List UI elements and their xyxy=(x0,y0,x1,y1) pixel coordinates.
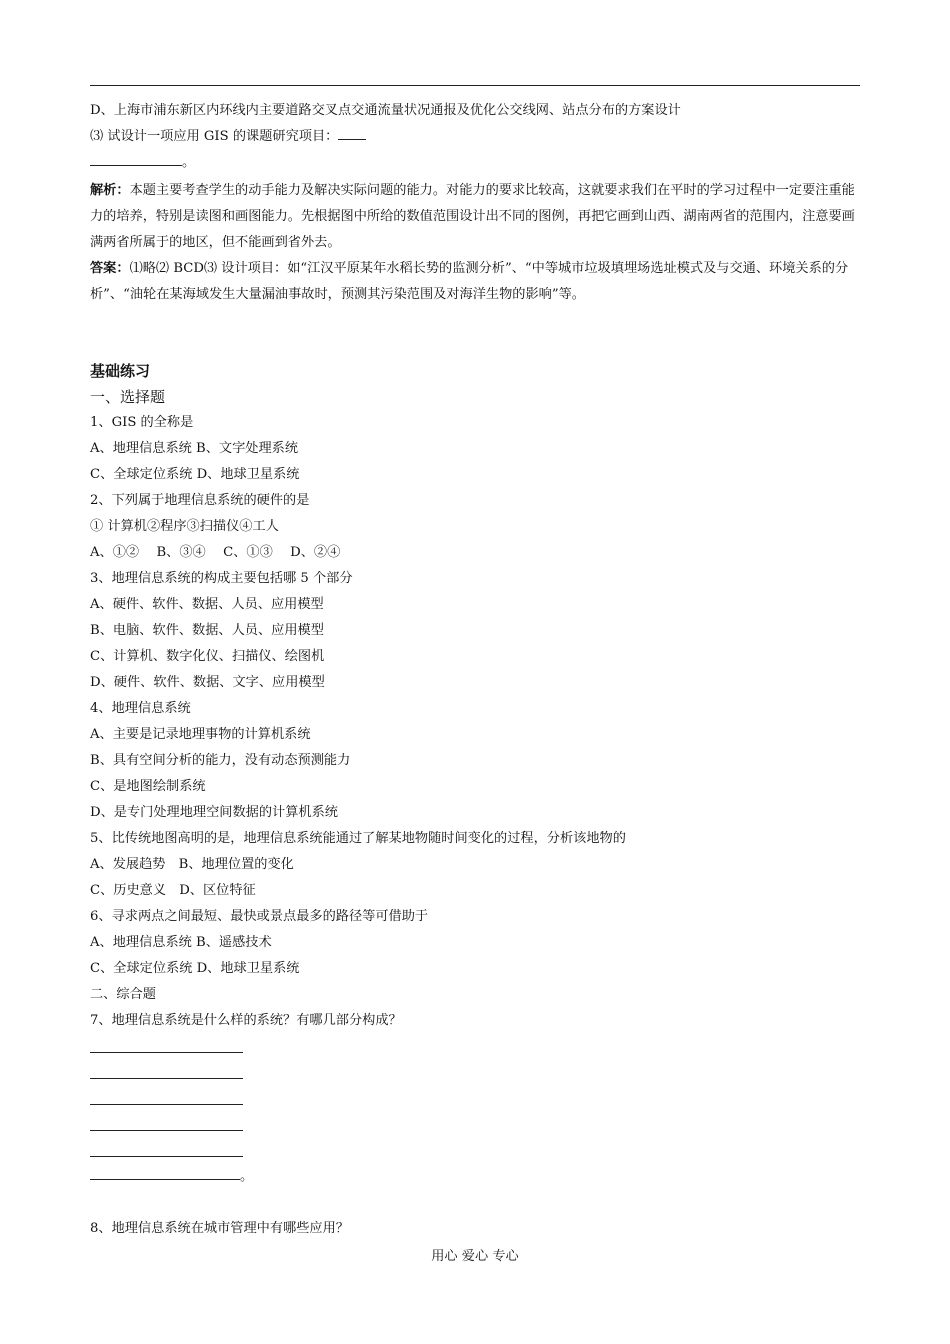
list-item: B、具有空间分析的能力，没有动态预测能力 xyxy=(90,753,351,768)
list-item: ① 计算机②程序③扫描仪④工人 xyxy=(90,519,279,534)
practice-section xyxy=(90,358,862,1242)
list-item: 1、GIS 的全称是 xyxy=(90,415,194,430)
answer-blank xyxy=(338,127,366,140)
answer-line xyxy=(90,1034,243,1060)
answer-line xyxy=(90,1086,243,1112)
list-item: D、是专门处理地理空间数据的计算机系统 xyxy=(90,805,338,820)
list-item: A、发展趋势 B、地理位置的变化 xyxy=(90,857,294,872)
list-item: D、硬件、软件、数据、文字、应用模型 xyxy=(90,675,325,690)
list-item: C、全球定位系统 D、地球卫星系统 xyxy=(90,961,300,976)
section-choice-title: 一、选择题 xyxy=(90,388,166,406)
analysis-label: 解析： xyxy=(90,183,130,198)
question-3-end: 。 xyxy=(182,155,196,170)
list-item: C、计算机、数字化仪、扫描仪、绘图机 xyxy=(90,649,325,664)
answer-paragraph xyxy=(90,256,862,308)
question-3 xyxy=(90,124,862,150)
list-item: A、①② B、③④ C、①③ D、②④ xyxy=(90,545,341,560)
analysis-text: 本题主要考查学生的动手能力及解决实际问题的能力。对能力的要求比较高，这就要求我们在平时的学习过程中一定要注重能力的培养，特别是读图和画图能力。先根据图中所给的数值范围设计出不同的图例，再把它画到山西、湖南两省的范围内，注意要画满两省所属于的地区，但不能画到省外去。 xyxy=(90,183,855,250)
list-item: C、历史意义 D、区位特征 xyxy=(90,883,256,898)
answer-blank-long xyxy=(90,153,182,166)
question-8: 8、地理信息系统在城市管理中有哪些应用？ xyxy=(90,1221,349,1236)
question-7-end: 。 xyxy=(240,1169,254,1184)
answer-text: ⑴略⑵ BCD⑶ 设计项目：如“江汉平原某年水稻长势的监测分析”、“中等城市垃圾填埋场选址模式及与交通、环境关系的分析”、“油轮在某海域发生大量漏油事故时，预测其污染范围及对海洋生物的影响”等。 xyxy=(90,261,849,302)
answer-blank-last xyxy=(90,1165,240,1180)
list-item: B、电脑、软件、数据、人员、应用模型 xyxy=(90,623,324,638)
list-item: A、地理信息系统 B、文字处理系统 xyxy=(90,441,299,456)
answer-line xyxy=(90,1138,243,1164)
analysis-paragraph xyxy=(90,178,862,256)
page-footer: 用心 爱心 专心 xyxy=(431,1249,519,1264)
list-item: A、硬件、软件、数据、人员、应用模型 xyxy=(90,597,324,612)
list-item: 2、下列属于地理信息系统的硬件的是 xyxy=(90,493,310,508)
top-section xyxy=(90,98,862,308)
list-item: 3、地理信息系统的构成主要包括哪 5 个部分 xyxy=(90,571,353,586)
option-d: D、上海市浦东新区内环线内主要道路交叉点交通流量状况通报及优化公交线网、站点分布的方案设计 xyxy=(90,103,681,118)
list-item: 6、寻求两点之间最短、最快或景点最多的路径等可借助于 xyxy=(90,909,429,924)
answer-line xyxy=(90,1112,243,1138)
answer-line-last xyxy=(90,1164,862,1190)
question-7: 7、地理信息系统是什么样的系统？有哪几部分构成？ xyxy=(90,1013,402,1028)
list-item: 5、比传统地图高明的是，地理信息系统能通过了解某地物随时间变化的过程，分析该地物的 xyxy=(90,831,626,846)
list-item: 4、地理信息系统 xyxy=(90,701,191,716)
answer-label: 答案： xyxy=(90,261,130,276)
question-3-continuation xyxy=(90,150,862,176)
header-rule xyxy=(90,85,860,86)
list-item: C、是地图绘制系统 xyxy=(90,779,206,794)
list-item: A、主要是记录地理事物的计算机系统 xyxy=(90,727,311,742)
answer-line xyxy=(90,1060,243,1086)
list-item: C、全球定位系统 D、地球卫星系统 xyxy=(90,467,300,482)
practice-title: 基础练习 xyxy=(90,362,151,380)
list-item: A、地理信息系统 B、遥感技术 xyxy=(90,935,272,950)
question-3-text: ⑶ 试设计一项应用 GIS 的课题研究项目： xyxy=(90,129,339,144)
section-comprehensive-title: 二、综合题 xyxy=(90,987,156,1002)
